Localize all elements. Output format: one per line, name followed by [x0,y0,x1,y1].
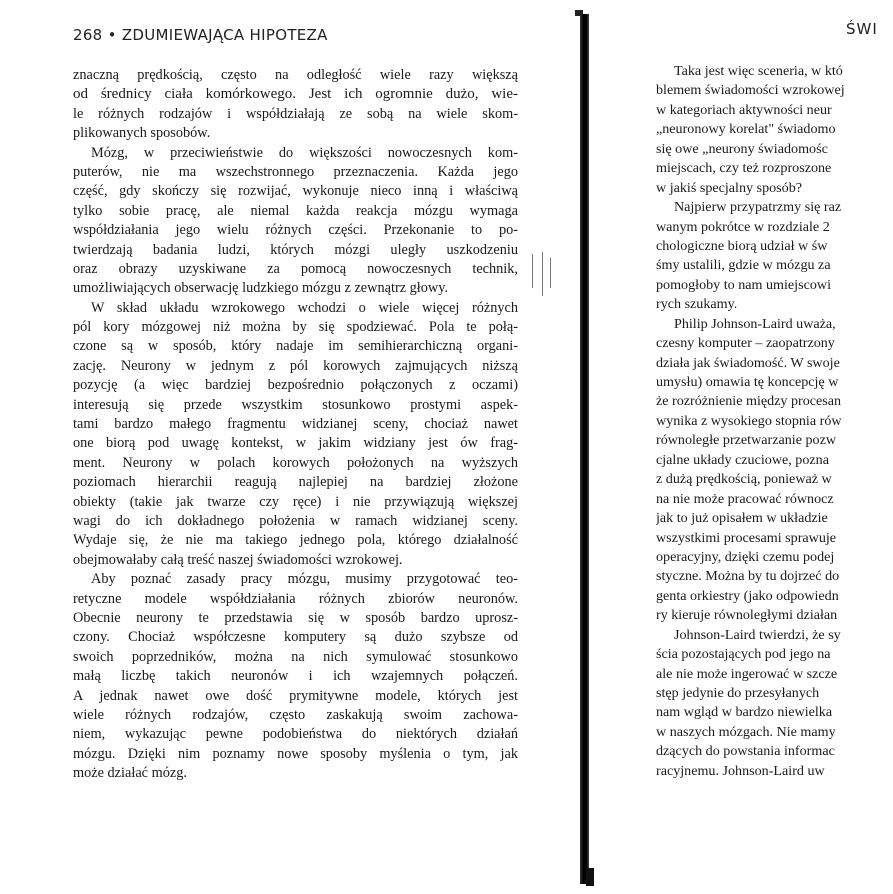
text-line: chologiczne biorą udział w św [656,237,828,254]
text-line: interesują się przede wszystkim stosunkowo prostymi aspek- [73,396,518,413]
text-line: tylko sobie pracę, ale niemal każda reakcja mózgu wymaga [73,202,518,219]
text-line: umożliwiających obserwację ludzkiego mózgu z zewnątrz głowy. [73,280,449,297]
text-line: z dużą prędkością, ponieważ w [656,471,832,488]
right-page-text [656,62,893,781]
text-line: puterów, nie ma wszechstronnego przeznaczenia. Każda jego [73,163,518,180]
text-line: nam wgląd w bardzo niewielka [656,704,833,721]
text-line: W skład układu wzrokowego wchodzi o wiele więcej różnych [91,299,518,316]
text-line: śmy ustalili, gdzie w mózgu za [656,257,831,274]
text-line: „neuronowy korelat" świadomo [656,121,836,138]
text-line: pozycję (a więc bardziej bezpośrednio połączonych z oczami) [73,377,518,394]
text-line: wanym pokrótce w rozdziale 2 [656,218,830,235]
text-line: oraz obrazy uzyskiwane za pomocą nowoczesnych technik, [73,260,518,277]
text-line: w naszych mózgach. Nie mamy [656,723,836,740]
text-line: le różnych rodzajów i współdziałają ze sobą na wiele skom- [73,105,518,122]
text-line: blemem świadomości wzrokowej [656,82,845,99]
text-line: jak to już opisałem w układzie [656,510,828,527]
text-line: ścia pozostających pod jego na [656,646,831,663]
text-line: A jednak nawet owe dość prymitywne modele, których jest [73,687,518,704]
scan-artifact [528,252,568,300]
text-line: Johnson-Laird twierdzi, że sy [674,626,841,643]
text-line: Najpierw przypatrzmy się raz [674,199,842,216]
text-line: może działać mózg. [73,765,187,782]
text-line: operacyjny, dzięki czemu podej [656,548,835,565]
text-line: ment. Neurony w polach korowych położonych na wyższych [73,454,518,471]
text-line: małą liczbę takich neuronów i ich wzajemnych połączeń. [73,668,518,685]
text-line: Mózg, w przeciwieństwie do większości nowoczesnych kom- [91,144,518,161]
text-line: ry kieruje równoległymi działan [656,607,838,624]
right-page [600,0,893,894]
text-line: na nie może pracować równocz [656,490,834,507]
text-line: wynika z wysokiego stopnia rów [656,412,842,429]
text-line: współdziałania jego wielu różnych części. Przekonanie to po- [73,222,518,239]
book-spine-gutter [580,14,589,884]
text-line: swoich poprzedników, można na nich symulować stosunkowo [73,648,518,665]
text-line: retyczne modele współdziałania różnych zbiorów neuronów. [73,590,518,607]
text-line: poziomach hierarchii reagują najlepiej na bardziej złożone [73,474,518,491]
text-line: styczne. Można by tu dojrzeć do [656,568,840,585]
text-line: genta orkiestry (jako odpowiedn [656,587,839,604]
text-line: ale nie może ingerować w szcze [656,665,838,682]
text-line: pól kory mózgowej niż można by się spodziewać. Pola te połą- [73,319,518,336]
text-line: zację. Neurony w jednym z pól korowych zajmujących niższą [73,357,518,374]
text-line: one biorą pod uwagę kontekst, w jakim widziany jest ów frag- [73,435,518,452]
text-line: Wydaje się, że nie ma takiego jednego pola, którego działalność [73,532,518,549]
left-page-text [73,66,518,783]
text-line: równoległe przetwarzanie pozw [656,432,836,449]
text-line: znaczną prędkością, często na odległość wiele razy większą [73,67,518,83]
text-line: czesny komputer – zaopatrzony [656,335,835,352]
text-line: czone są w sposób, który nadaje im semihierarchiczną organi- [73,338,518,355]
running-header-left: 268 • ZDUMIEWAJĄCA HIPOTEZA [73,26,328,44]
text-line: Obecnie neurony te przedstawia się w sposób bardzo uprosz- [73,609,518,626]
text-line: twierdzają badania ludzi, których mózgi uległy uszkodzeniu [73,241,518,258]
text-line: w kategoriach aktywności neur [656,101,832,118]
text-line: tami bardzo małego fragmentu widzianej sceny, chociaż nawet [73,416,518,433]
text-line: że rozróżnienie między procesan [656,393,842,410]
text-line: plikowanych sposobów. [73,125,211,142]
text-line: wagi do ich dokładnego położenia w ramach widzianej sceny. [73,512,518,529]
text-line: Philip Johnson-Laird uważa, [674,315,836,332]
text-line: w jakiś specjalny sposób? [656,179,803,196]
text-line: racyjnemu. Johnson-Laird uw [656,762,825,779]
text-line: część, gdy skończy się rozwijać, wykonuje nieco inną i właściwą [73,183,518,200]
text-line: rych szukamy. [656,296,738,313]
text-line: miejscach, czy też rozproszone [656,160,832,177]
binding-edge-bottom [586,868,594,886]
text-line: wiele różnych rodzajów, często zaskakują swoim zachowa- [73,706,518,723]
text-line: pomogłoby to nam umiejscowi [656,276,831,293]
text-line: stęp jedynie do przesyłanych [656,685,820,701]
text-line: działa jak świadomość. W swoje [656,354,840,371]
text-line: czony. Chociaż współczesne komputery są dużo szybsze od [73,629,518,646]
text-line: się owe „neurony świadomośc [656,140,828,157]
running-header-right: ŚWI [846,20,878,38]
text-line: mózgu. Dzięki nim poznamy nowe sposoby myślenia o tym, jak [73,745,518,762]
text-line: Aby poznać zasady pracy mózgu, musimy przygotować teo- [91,571,518,588]
text-line: dzących do powstania informac [656,743,835,760]
text-line: cjalne układy czuciowe, pozna [656,451,829,468]
text-line: Taka jest więc sceneria, w któ [674,63,843,79]
text-line: umysłu) omawia tę koncepcję w [656,374,839,390]
text-line: obiekty (takie jak twarze czy ręce) i nie przywiązują większej [73,493,518,510]
text-line: niem, wykazując pewne podobieństwa do niektórych działań [73,726,518,743]
text-line: wszystkimi procesami sprawuje [656,529,837,546]
text-line: obejmowałaby całą treść naszej świadomości wzrokowej. [73,551,403,568]
text-line: od średnicy ciała komórkowego. Jest ich ogromnie dużo, wie- [73,86,518,103]
